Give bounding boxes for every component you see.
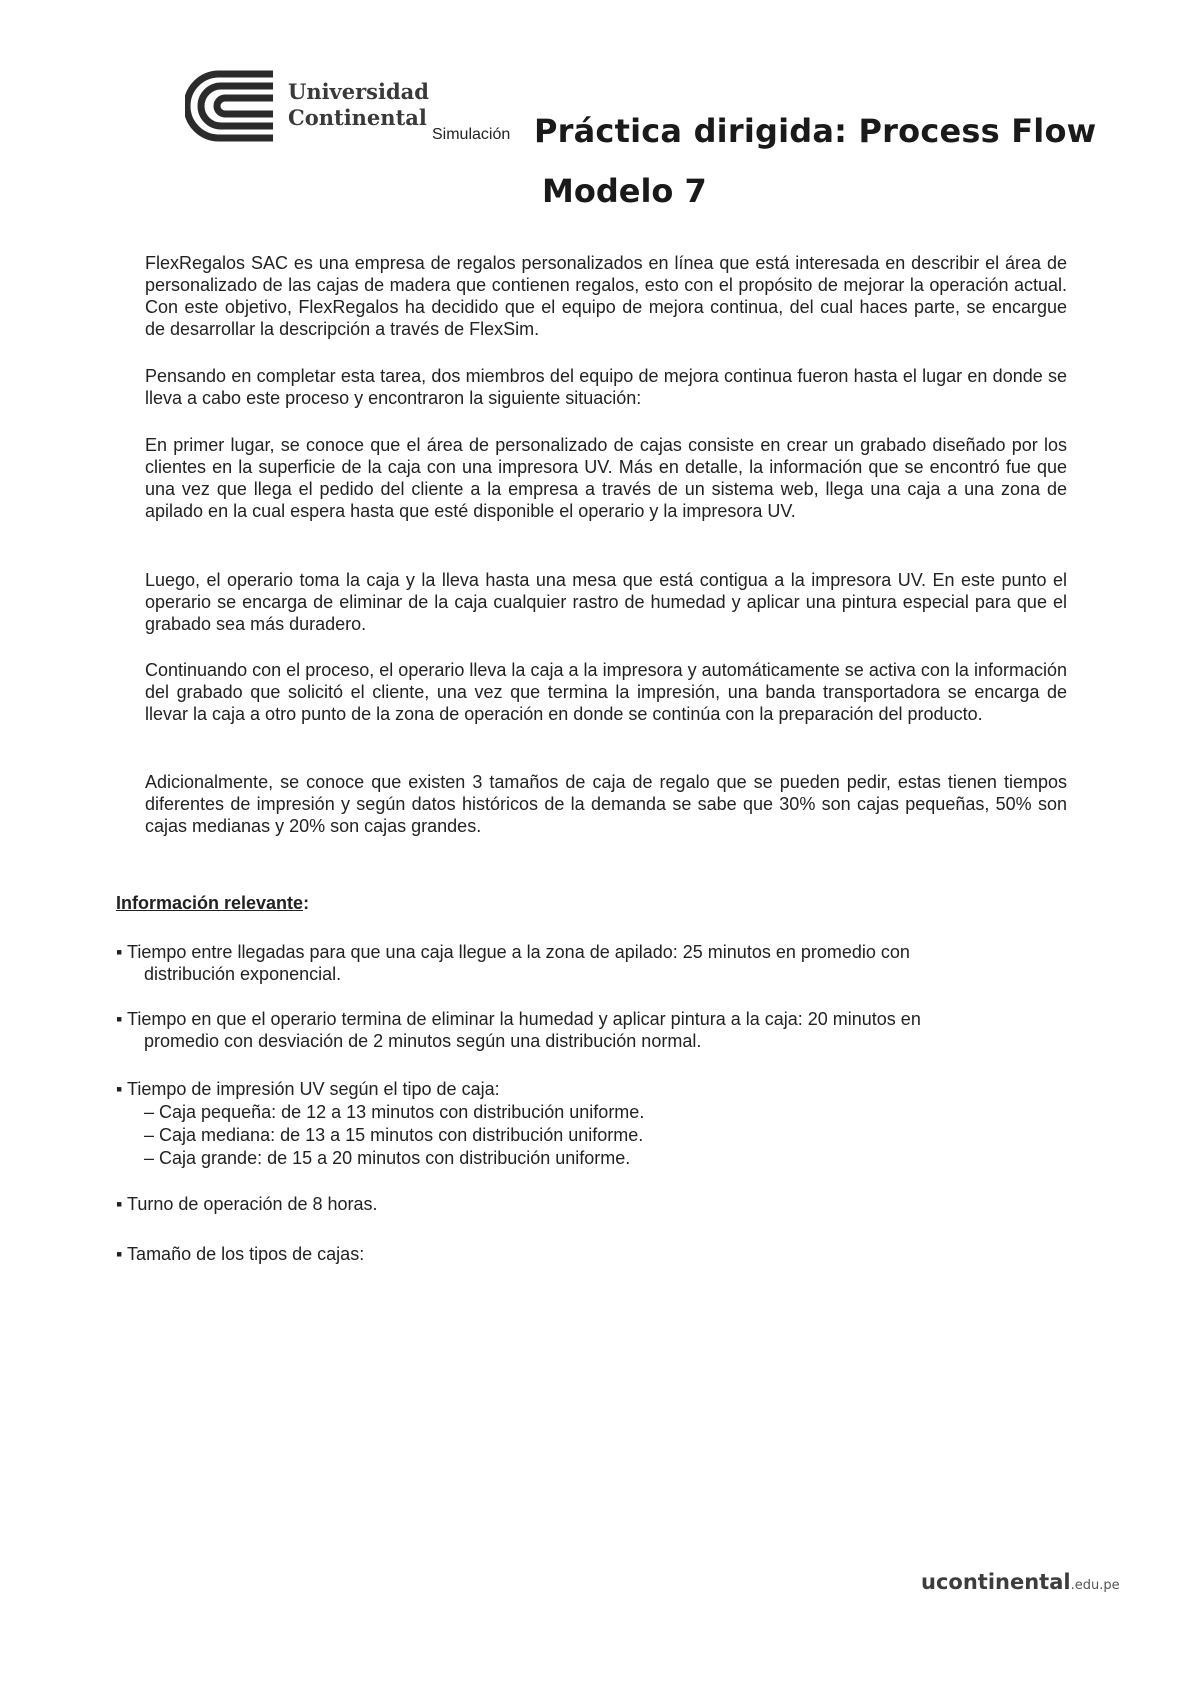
section-heading-text: Información relevante xyxy=(116,893,304,913)
subject-label: Simulación xyxy=(432,126,511,143)
page-subtitle: Modelo 7 xyxy=(542,172,707,210)
page-title: Práctica dirigida: Process Flow xyxy=(534,112,1097,150)
logo-text-line1: Universidad xyxy=(288,79,429,104)
list-item-arrivals-line2: distribución exponencial. xyxy=(144,964,342,984)
list-item-shift: ▪ Turno de operación de 8 horas. xyxy=(116,1194,378,1214)
paragraph-intro: FlexRegalos SAC es una empresa de regalos personalizados en línea que está interesada en describir el área de personalizado de las cajas de madera que contienen regalos, esto con el propósito de mejorar la operación actual. Con este objetivo, FlexRegalos ha decidido que el equipo de mejora continua, del cual haces parte, se encargue de desarrollar la descripción a través de FlexSim. xyxy=(145,253,1067,339)
footer-brand-domain: .edu.pe xyxy=(1070,1578,1120,1593)
list-item-print-time: ▪ Tiempo de impresión UV según el tipo de caja: xyxy=(116,1079,500,1099)
list-subitem-medium: – Caja mediana: de 13 a 15 minutos con distribución uniforme. xyxy=(144,1125,644,1145)
paragraph-first-step: En primer lugar, se conoce que el área de personalizado de cajas consiste en crear un grabado diseñado por los clientes en la superficie de la caja con una impresora UV. Más en detalle, la información que se encontró fue que una vez que llega el pedido del cliente a la empresa a través de un sistema web, llega una caja a una zona de apilado en la cual espera hasta que esté disponible el operario y la impresora UV. xyxy=(145,435,1067,521)
paragraph-third-step: Continuando con el proceso, el operario lleva la caja a la impresora y automáticamente se activa con la información del grabado que solicitó el cliente, una vez que termina la impresión, una banda transportadora se encarga de llevar la caja a otro punto de la zona de operación en donde se continúa con la preparación del producto. xyxy=(145,660,1067,724)
logo-text-line2: Continental xyxy=(288,105,427,130)
section-heading-colon: : xyxy=(303,893,310,913)
paragraph-second-step: Luego, el operario toma la caja y la lleva hasta una mesa que está contigua a la impresora UV. En este punto el operario se encarga de eliminar de la caja cualquier rastro de humedad y aplicar una pintura especial para que el grabado sea más duradero. xyxy=(145,570,1067,634)
list-subitem-small: – Caja pequeña: de 12 a 13 minutos con distribución uniforme. xyxy=(144,1102,645,1122)
list-item-preparation xyxy=(116,1008,1076,1052)
list-item-arrivals-line1: ▪ Tiempo entre llegadas para que una caja llegue a la zona de apilado: 25 minutos en promedio con xyxy=(116,942,910,962)
logo-mark-icon xyxy=(185,70,277,142)
list-item-box-sizes: ▪ Tamaño de los tipos de cajas: xyxy=(116,1244,365,1264)
list-item-preparation-line2: promedio con desviación de 2 minutos según una distribución normal. xyxy=(144,1031,702,1051)
list-item-arrivals xyxy=(116,941,1076,985)
section-heading xyxy=(116,893,309,914)
list-subitem-large: – Caja grande: de 15 a 20 minutos con distribución uniforme. xyxy=(144,1148,631,1168)
paragraph-box-sizes: Adicionalmente, se conoce que existen 3 tamaños de caja de regalo que se pueden pedir, estas tienen tiempos diferentes de impresión y según datos históricos de la demanda se sabe que 30% son cajas pequeñas, 50% son cajas medianas y 20% son cajas grandes. xyxy=(145,772,1067,836)
list-item-preparation-line1: ▪ Tiempo en que el operario termina de eliminar la humedad y aplicar pintura a la caja: 20 minutos en xyxy=(116,1009,921,1029)
paragraph-context: Pensando en completar esta tarea, dos miembros del equipo de mejora continua fueron hasta el lugar en donde se lleva a cabo este proceso y encontraron la siguiente situación: xyxy=(145,366,1067,408)
university-logo xyxy=(185,70,429,145)
footer-brand xyxy=(921,1570,1120,1594)
footer-brand-name: ucontinental xyxy=(921,1570,1071,1594)
